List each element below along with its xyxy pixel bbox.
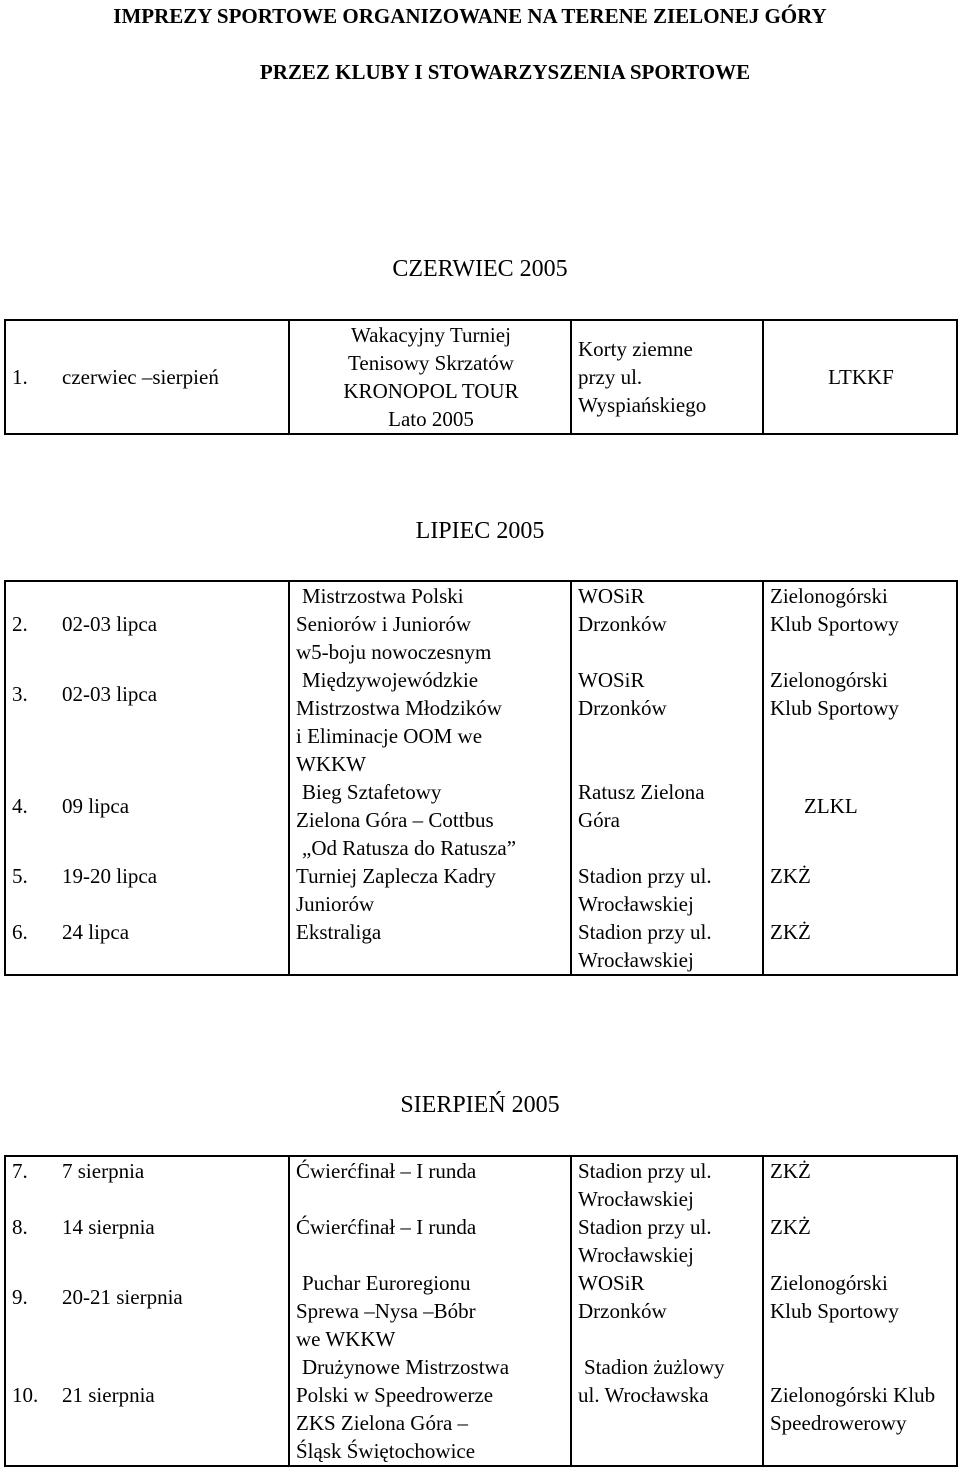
event-line: Międzywojewódzkie	[302, 668, 479, 692]
month-heading-july: LIPIEC 2005	[415, 518, 545, 544]
row-date: 19-20 lipca	[58, 862, 289, 918]
event-line: Puchar Euroregionu	[302, 1271, 471, 1295]
row-place	[571, 862, 763, 918]
organizer-line: Zielonogórski	[770, 584, 888, 608]
row-date: 24 lipca	[58, 918, 289, 975]
row-organizer	[763, 581, 957, 666]
place-line: Stadion przy ul.	[578, 864, 712, 888]
row-number: 8.	[5, 1213, 58, 1269]
row-number: 6.	[5, 918, 58, 975]
row-organizer: LTKKF	[763, 320, 957, 434]
row-date: 02-03 lipca	[58, 666, 289, 778]
row-place	[571, 1213, 763, 1269]
row-event: Ekstraliga	[289, 918, 571, 975]
row-date: 20-21 sierpnia	[58, 1269, 289, 1353]
row-number: 4.	[5, 778, 58, 862]
table-row	[5, 666, 957, 778]
table-row	[5, 862, 957, 918]
event-line: KRONOPOL TOUR	[343, 379, 519, 403]
place-line: Wrocławskiej	[578, 892, 694, 916]
event-line: Mistrzostwa Polski	[302, 584, 464, 608]
event-line: Tenisowy Skrzatów	[348, 351, 514, 375]
organizer-line: Zielonogórski	[770, 1271, 888, 1295]
month-heading-august: SIERPIEŃ 2005	[400, 1092, 560, 1118]
event-line: Juniorów	[296, 892, 375, 916]
event-line: Seniorów i Juniorów	[296, 612, 471, 636]
place-line: Stadion żużlowy	[584, 1355, 725, 1379]
place-line: Wrocławskiej	[578, 1187, 694, 1211]
row-place	[571, 778, 763, 862]
row-organizer: ZKŻ	[763, 1156, 957, 1213]
event-line: Polski w Speedrowerze	[296, 1383, 494, 1407]
august-schedule-table	[4, 1155, 958, 1467]
organizer-line: Zielonogórski	[770, 668, 888, 692]
organizer-line: Klub Sportowy	[770, 1299, 899, 1323]
place-line: Stadion przy ul.	[578, 920, 712, 944]
event-line: Wakacyjny Turniej	[351, 323, 511, 347]
place-line: Drzonków	[578, 612, 667, 636]
place-line: Ratusz Zielona	[578, 780, 705, 804]
row-number: 2.	[5, 581, 58, 666]
place-line: Stadion przy ul.	[578, 1159, 712, 1183]
table-row	[5, 1353, 957, 1466]
row-number: 5.	[5, 862, 58, 918]
place-line: Wyspiańskiego	[578, 393, 707, 417]
row-date: 02-03 lipca	[58, 581, 289, 666]
table-row	[5, 1213, 957, 1269]
row-event	[289, 1353, 571, 1466]
row-place	[571, 320, 763, 434]
event-line: Bieg Sztafetowy	[302, 780, 442, 804]
row-place	[571, 1269, 763, 1353]
document-title-line-1: IMPREZY SPORTOWE ORGANIZOWANE NA TERENE ZIELONEJ GÓRY	[113, 4, 827, 28]
event-line: Lato 2005	[388, 407, 474, 431]
row-event: Ćwierćfinał – I runda	[289, 1213, 571, 1269]
organizer-line: Zielonogórski Klub	[770, 1383, 936, 1407]
june-schedule-table	[4, 319, 958, 435]
row-date: 7 sierpnia	[58, 1156, 289, 1213]
place-line: WOSiR	[578, 1271, 645, 1295]
place-line: przy ul.	[578, 365, 643, 389]
row-event	[289, 1269, 571, 1353]
july-schedule-table	[4, 580, 958, 976]
place-line: ul. Wrocławska	[578, 1383, 709, 1407]
row-organizer	[763, 1269, 957, 1353]
month-heading-june: CZERWIEC 2005	[392, 256, 568, 282]
row-event	[289, 320, 571, 434]
row-place	[571, 1353, 763, 1466]
row-date: 09 lipca	[58, 778, 289, 862]
row-organizer: ZKŻ	[763, 1213, 957, 1269]
event-line: ZKS Zielona Góra –	[296, 1411, 469, 1435]
place-line: Drzonków	[578, 696, 667, 720]
event-line: we WKKW	[296, 1327, 396, 1351]
place-line: WOSiR	[578, 668, 645, 692]
row-event	[289, 581, 571, 666]
row-organizer: ZKŻ	[763, 918, 957, 975]
row-place	[571, 581, 763, 666]
place-line: Wrocławskiej	[578, 948, 694, 972]
table-row	[5, 320, 957, 434]
table-row	[5, 1156, 957, 1213]
row-date: 14 sierpnia	[58, 1213, 289, 1269]
row-organizer	[763, 666, 957, 778]
place-line: Góra	[578, 808, 620, 832]
event-line: „Od Ratusza do Ratusza”	[302, 836, 517, 860]
table-row	[5, 778, 957, 862]
row-number: 7.	[5, 1156, 58, 1213]
row-number: 10.	[5, 1353, 58, 1466]
table-row	[5, 918, 957, 975]
august-rows	[5, 1156, 957, 1466]
event-line: Mistrzostwa Młodzików	[296, 696, 502, 720]
table-row	[5, 581, 957, 666]
row-date: 21 sierpnia	[58, 1353, 289, 1466]
row-number: 3.	[5, 666, 58, 778]
event-line: w5-boju nowoczesnym	[296, 640, 492, 664]
event-line: i Eliminacje OOM we	[296, 724, 483, 748]
row-event: Ćwierćfinał – I runda	[289, 1156, 571, 1213]
row-organizer	[763, 1353, 957, 1466]
place-line: WOSiR	[578, 584, 645, 608]
organizer-line: Speedrowerowy	[770, 1411, 907, 1435]
organizer-line: Klub Sportowy	[770, 696, 899, 720]
event-line: Drużynowe Mistrzostwa	[302, 1355, 510, 1379]
row-number: 1.	[5, 320, 58, 434]
row-organizer: ZLKL	[763, 778, 957, 862]
organizer-line: Klub Sportowy	[770, 612, 899, 636]
table-row	[5, 1269, 957, 1353]
event-line: Zielona Góra – Cottbus	[296, 808, 494, 832]
row-date: czerwiec –sierpień	[58, 320, 289, 434]
july-rows	[5, 581, 957, 975]
row-place	[571, 1156, 763, 1213]
place-line: Stadion przy ul.	[578, 1215, 712, 1239]
event-line: WKKW	[296, 752, 366, 776]
event-line: Sprewa –Nysa –Bóbr	[296, 1299, 476, 1323]
row-event	[289, 862, 571, 918]
document-title-line-2: PRZEZ KLUBY I STOWARZYSZENIA SPORTOWE	[259, 60, 751, 84]
place-line: Drzonków	[578, 1299, 667, 1323]
row-event	[289, 778, 571, 862]
event-line: Śląsk Świętochowice	[296, 1439, 476, 1463]
row-number: 9.	[5, 1269, 58, 1353]
row-place	[571, 666, 763, 778]
row-organizer: ZKŻ	[763, 862, 957, 918]
june-rows	[5, 320, 957, 434]
place-line: Korty ziemne	[578, 337, 693, 361]
place-line: Wrocławskiej	[578, 1243, 694, 1267]
event-line: Turniej Zaplecza Kadry	[296, 864, 496, 888]
row-event	[289, 666, 571, 778]
row-place	[571, 918, 763, 975]
